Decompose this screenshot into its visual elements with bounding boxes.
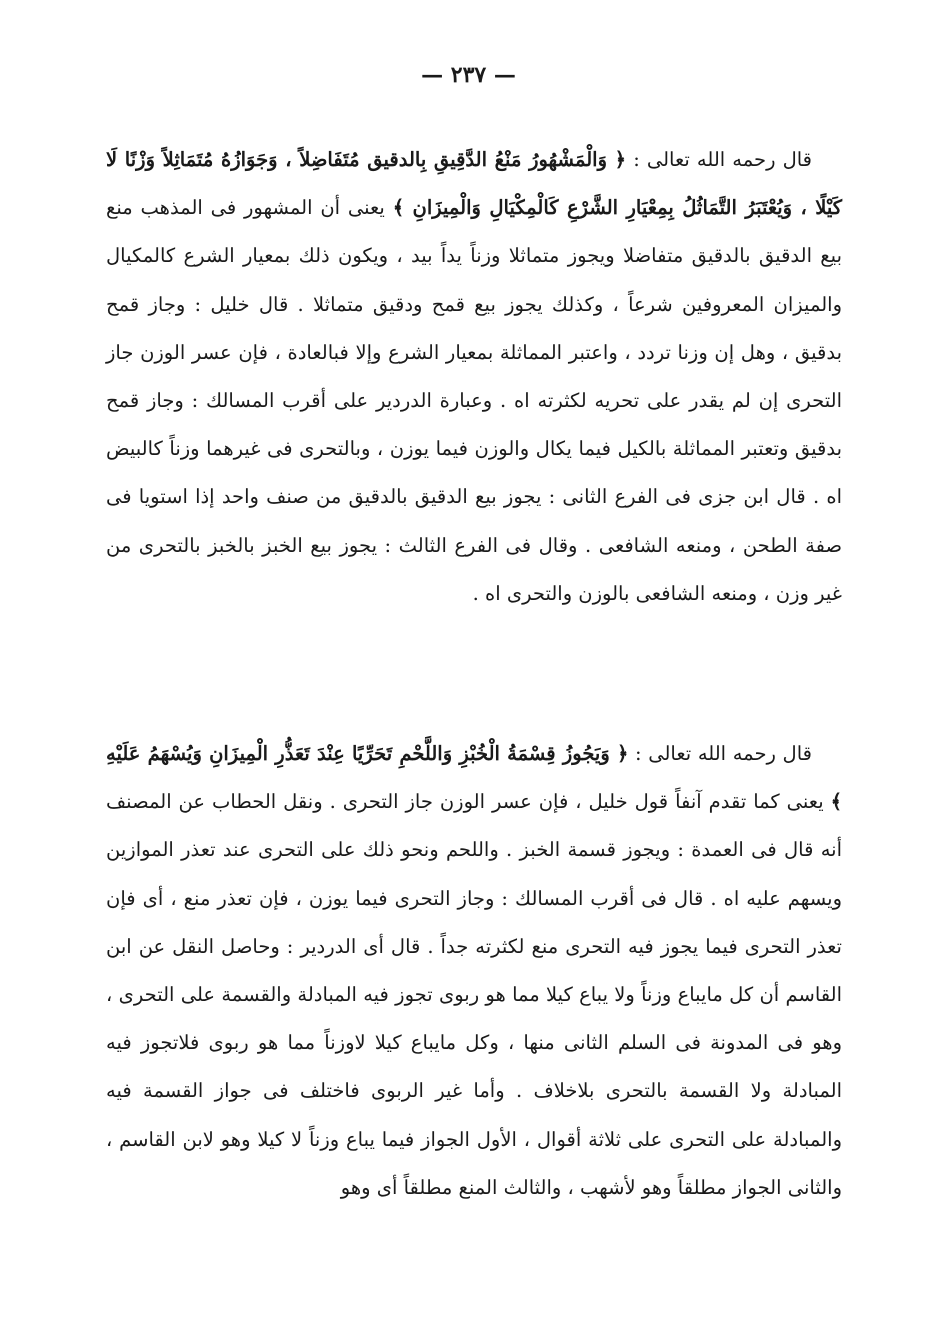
paragraph-2-body: يعنى كما تقدم آنفاً قول خليل ، فإن عسر الوزن جاز التحرى . ونقل الحطاب عن المصنف أنه قال فى العمدة : ويجوز قسمة الخبز . واللحم ونحو ذلك على التحرى عند تعذر الموازين ويسهم عليه اه . قال فى أقرب المسالك : وجاز التحرى فيما يوزن ، فإن تعذر منع ، أى فإن تعذر التحرى فيما يجوز فيه التحرى منع لكثرته جداً . قال أى الدردير : وحاصل النقل عن ابن القاسم أن كل مايباع وزناً ولا يباع كيلا مما هو ربوى تجوز فيه المبادلة والقسمة على التحرى ، وهو فى المدونة فى السلم الثانى منها ، وكل مايباع كيلا لاوزناً مما هو ربوى فلاتجوز فيه المبادلة ولا القسمة بالتحرى بلاخلاف . وأما غير الربوى فاختلف فى جواز القسمة فيه والمبادلة على التحرى على ثلاثة أقوال ، الأول الجواز فيما يباع وزناً لا كيلا وهو لابن القاسم ، والثانى الجواز مطلقاً وهو لأشهب ، والثالث المنع مطلقاً أى وهو	[106, 790, 842, 1199]
paragraph-2-quote: ﴿ وَيَجُوزُ قِسْمَةُ الْخُبْزِ وَاللَّحْمِ تَحَرِّيًا عِنْدَ تَعَذُّرِ الْمِيزَانِ وَيُسْهَمُ عَلَيْهِ ﴾	[106, 742, 842, 814]
page-number: — ٢٣٧ —	[421, 62, 516, 88]
paragraph-1-intro: قال رحمه الله تعالى :	[626, 148, 813, 171]
paragraph-2-text	[106, 730, 842, 1212]
paragraph-1	[106, 136, 842, 618]
paragraph-1-body: يعنى أن المشهور فى المذهب منع بيع الدقيق بالدقيق متفاضلا ويجوز متماثلا وزناً يداً بيد ، ويكون ذلك بمعيار الشرع كالمكيال والميزان المعروفين شرعاً ، وكذلك يجوز بيع قمح ودقيق متماثلا . قال خليل : وجاز قمح بدقيق ، وهل إن وزنا تردد ، واعتبر المماثلة بمعيار الشرع وإلا فبالعادة ، فإن عسر الوزن جاز التحرى إن لم يقدر على تحريه لكثرته اه . وعبارة الدردير على أقرب المسالك : وجاز قمح بدقيق وتعتبر المماثلة بالكيل فيما يكال والوزن فيما يوزن ، وبالتحرى فى غيرهما وزناً كالبيض اه . قال ابن جزى فى الفرع الثانى : يجوز بيع الدقيق بالدقيق من صنف واحد إذا استويا فى صفة الطحن ، ومنعه الشافعى . وقال فى الفرع الثالث : يجوز بيع الخبز بالخبز بالتحرى من غير وزن ، ومنعه الشافعى بالوزن والتحرى اه .	[106, 196, 842, 605]
paragraph-2-intro: قال رحمه الله تعالى :	[628, 742, 812, 765]
paragraph-1-text	[106, 136, 842, 618]
paragraph-2	[106, 730, 842, 1212]
paragraph-1-quote: ﴿ وَالْمَشْهُورُ مَنْعُ الدَّقِيقِ بِالدقيق مُتَفَاضِلاً ، وَجَوَازُهُ مُتَمَاثِلاً وَزْنًا لَا كَيْلًا ، وَيُعْتَبَرُ التَّمَاثُلُ بِمِعْيَارِ الشَّرْعِ كَالْمِكْيَالِ وَالْمِيزَانِ ﴾	[106, 148, 842, 220]
